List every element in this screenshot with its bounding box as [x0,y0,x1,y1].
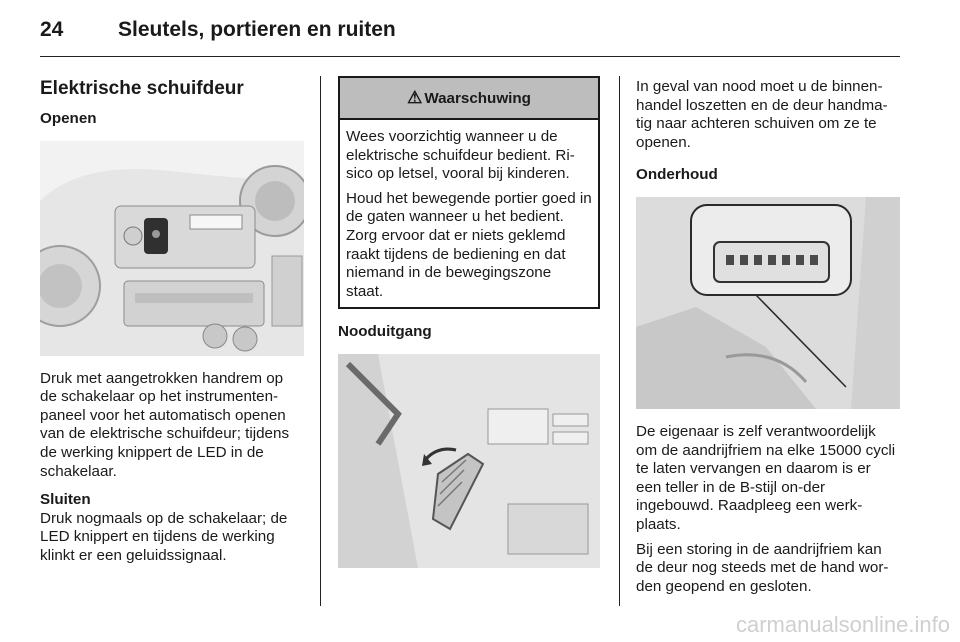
watermark: carmanualsonline.info [735,612,950,637]
dashboard-switch-photo [40,141,304,356]
page-header [40,14,900,60]
left-column [40,78,304,566]
column-divider-right [619,76,620,606]
subheading-onderhoud: Onderhoud [636,166,718,184]
paragraph-emergency: In geval van nood moet u de binnen-handel loszetten en de deur handma-tig naar achteren schuiven om ze te openen. [636,78,888,151]
paragraph-openen: Druk met aangetrokken handrem op de schakelaar op het instrumenten-paneel voor het automatisch openen van de elektrische schuifdeur; tijdens de werking knippert de LED in de schakelaar. [40,369,290,480]
warning-box [338,76,600,309]
warning-body [340,120,598,307]
warning-text-2: Houd het bewegende portier goed in de gaten wanneer u het bedient. Zorg ervoor dat er niets geklemd raakt tijdens de bediening en dat niemand in de bewegingszone staat. [346,189,592,300]
page-title: Sleutels, portieren en ruiten [118,18,396,41]
column-divider-left [320,76,321,606]
warning-header [340,78,598,120]
subheading-nooduitgang: Nooduitgang [338,323,432,341]
section-heading: Elektrische schuifdeur [40,78,244,99]
right-column [636,78,900,596]
subheading-sluiten: Sluiten [40,491,91,509]
counter-photo [636,197,900,409]
subheading-openen: Openen [40,110,97,127]
warning-title: Waarschuwing [424,89,531,107]
warning-text-1: Wees voorzichtig wanneer u de elektrische schuifdeur bedient. Ri-sico op letsel, vooral bij kinderen. [346,128,575,183]
header-rule [40,56,900,57]
middle-column [338,76,600,568]
paragraph-sluiten: Druk nogmaals op de schakelaar; de LED knippert en tijdens de werking klinkt er een geluidssignaal. [40,509,288,564]
emergency-exit-photo [338,354,600,568]
warning-triangle-icon: ⚠ [407,88,423,107]
page-number: 24 [40,18,64,41]
paragraph-failure: Bij een storing in de aandrijfriem kan de deur nog steeds met de hand wor-den geopend en gesloten. [636,540,889,595]
paragraph-maintenance: De eigenaar is zelf verantwoordelijk om de aandrijfriem na elke 15000 cycli te laten vervangen en daarom is er een teller in de B-stijl on-der ingebouwd. Raadpleeg een werk-plaats. [636,422,896,533]
